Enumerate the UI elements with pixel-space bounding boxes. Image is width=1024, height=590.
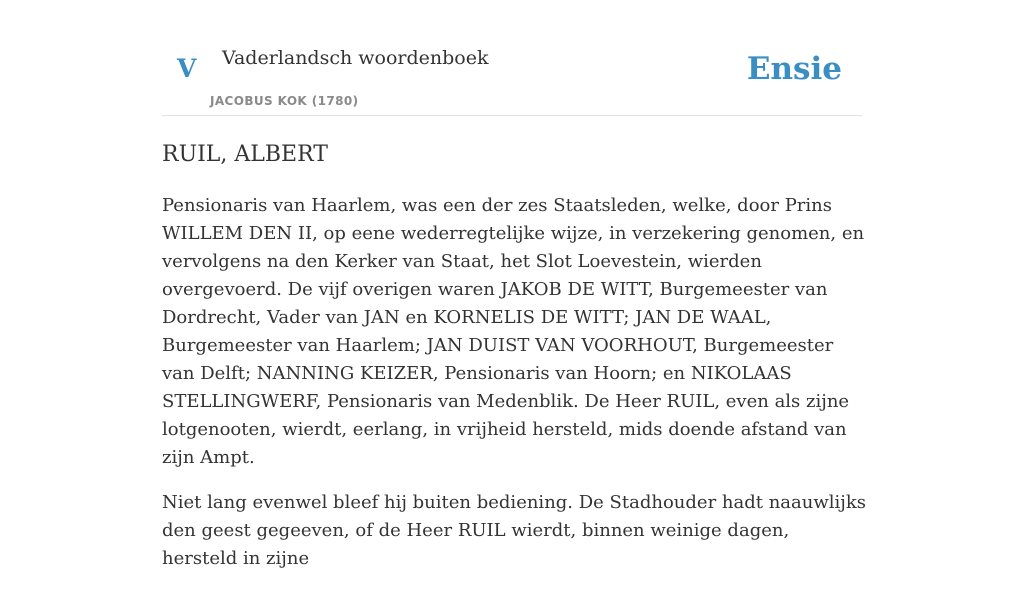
entry-title: RUIL, ALBERT (162, 142, 328, 167)
entry-paragraph: Pensionaris van Haarlem, was een der zes Staatsleden, welke, door Prins WILLEM DEN II, op eene wederregtelijke wijze, in verzekering genomen, en vervolgens na den Kerker van Staat, het Slot Loevestein, wierden overgevoerd. De vijf overigen waren JAKOB DE WITT, Burgemeester van Dordrecht, Vader van JAN en KORNELIS DE WITT; JAN DE WAAL, Burgemeester van Haarlem; JAN DUIST VAN VOORHOUT, Burgemeester van Delft; NANNING KEIZER, Pensionaris van Hoorn; en NIKOLAAS STELLINGWERF, Pensionaris van Medenblik. De Heer RUIL, even als zijne lotgenooten, wierdt, eerlang, in vrijheid hersteld, mids doende afstand van zijn Ampt. (162, 195, 865, 468)
entry-paragraph: Niet lang evenwel bleef hij buiten bediening. De Stadhouder hadt naauwlijks den geest gegeeven, of de Heer RUIL wierdt, binnen weinige dagen, hersteld in zijne (162, 492, 866, 569)
entry-content (162, 192, 867, 590)
book-letter-icon: V (177, 54, 197, 83)
book-title[interactable]: Vaderlandsch woordenboek (222, 47, 489, 69)
book-author: JACOBUS KOK (1780) (210, 94, 359, 108)
book-header (162, 0, 862, 116)
brand-logo[interactable]: Ensie (746, 51, 842, 87)
